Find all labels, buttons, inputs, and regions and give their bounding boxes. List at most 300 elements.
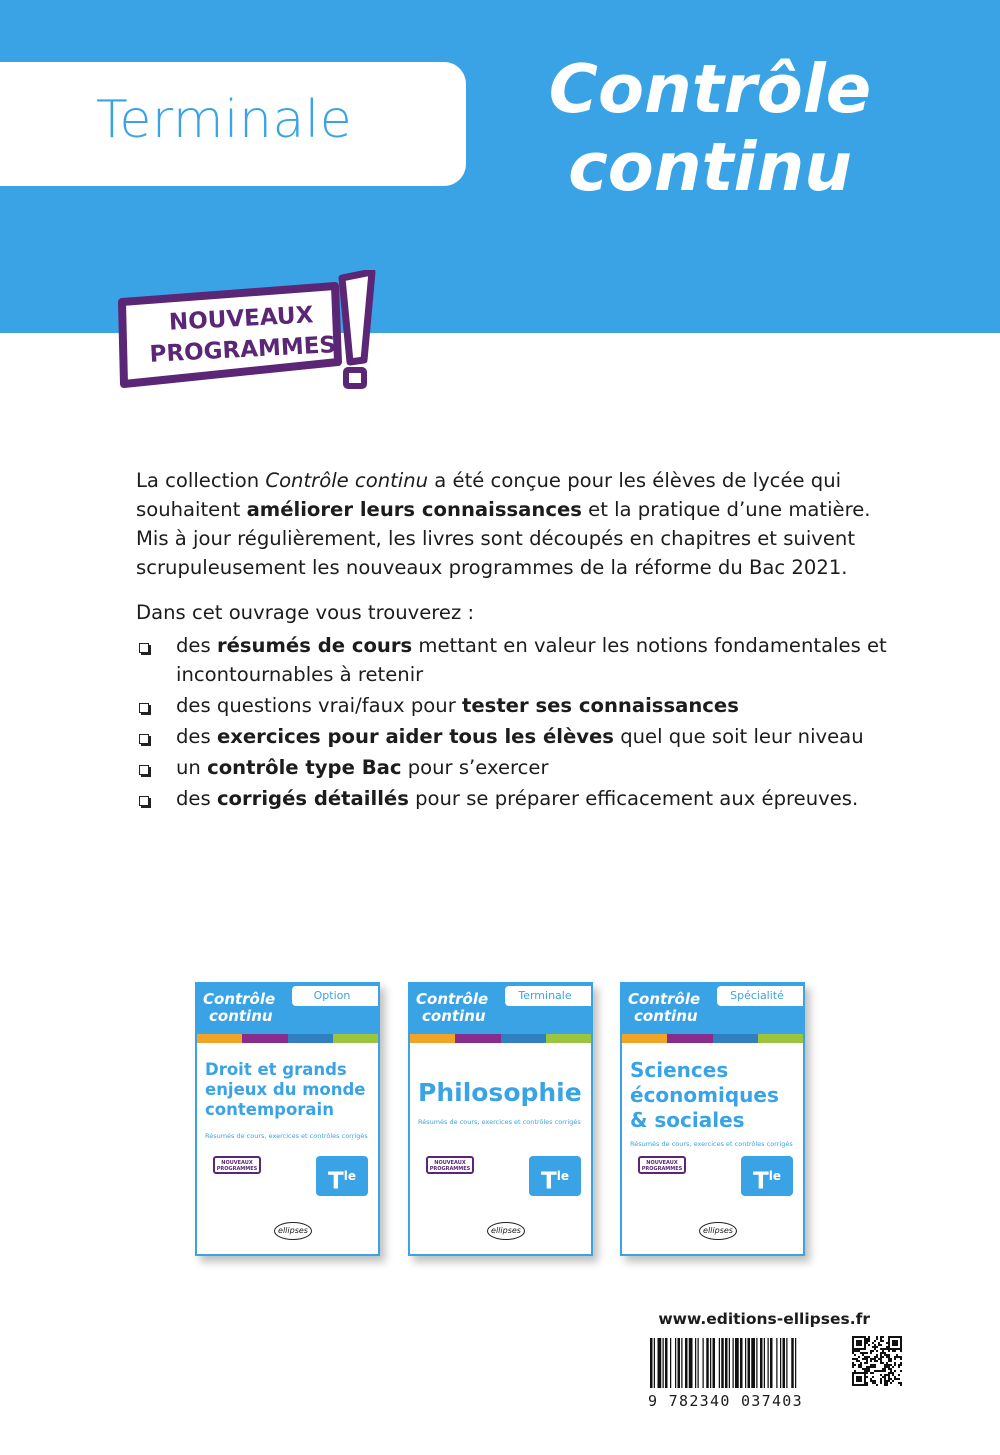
book-level-sup: le <box>343 1169 356 1183</box>
publisher-logo: ellipses <box>699 1222 737 1240</box>
qr-module <box>884 1368 886 1370</box>
qr-module <box>852 1358 854 1360</box>
qr-module <box>864 1378 866 1380</box>
book-collection-line1: Contrôle <box>628 990 701 1008</box>
qr-module <box>866 1352 868 1354</box>
qr-module <box>872 1364 874 1366</box>
qr-module <box>882 1352 884 1354</box>
qr-module <box>874 1356 876 1358</box>
barcode-bar <box>791 1338 794 1388</box>
qr-module <box>870 1378 872 1380</box>
qr-module <box>876 1354 878 1356</box>
book-cover-ses[interactable] <box>620 982 805 1256</box>
qr-module <box>896 1378 898 1380</box>
qr-module <box>864 1336 866 1338</box>
qr-module <box>852 1372 854 1374</box>
qr-module <box>854 1384 856 1386</box>
qr-module <box>880 1370 882 1372</box>
qr-module <box>868 1366 870 1368</box>
book-label: Terminale <box>518 989 572 1002</box>
qr-module <box>888 1346 890 1348</box>
qr-module <box>888 1378 890 1380</box>
qr-module <box>852 1374 854 1376</box>
barcode-bar <box>719 1338 720 1388</box>
qr-module <box>878 1342 880 1344</box>
book-title <box>418 1078 582 1108</box>
qr-module <box>888 1340 890 1342</box>
qr-module <box>872 1342 874 1344</box>
qr-module <box>884 1348 886 1350</box>
qr-module <box>858 1344 860 1346</box>
qr-module <box>872 1376 874 1378</box>
qr-module <box>884 1366 886 1368</box>
qr-module <box>852 1346 854 1348</box>
qr-module <box>892 1336 894 1338</box>
qr-module <box>870 1380 872 1382</box>
qr-module <box>860 1380 862 1382</box>
qr-module <box>886 1354 888 1356</box>
book-subtitle: Résumés de cours, exercices et contrôles corrigés <box>630 1140 793 1148</box>
book-title-line: contemporain <box>205 1100 334 1119</box>
intro-emphasis: améliorer leurs connaissances <box>246 498 582 521</box>
qr-module <box>852 1366 854 1368</box>
qr-module <box>858 1356 860 1358</box>
qr-module <box>900 1350 902 1352</box>
list-item-text: pour se préparer efficacement aux épreuves. <box>408 787 859 810</box>
list-item-bold: exercices pour aider tous les élèves <box>216 725 614 748</box>
qr-module <box>882 1356 884 1358</box>
qr-module <box>852 1380 854 1382</box>
qr-module <box>890 1382 892 1384</box>
qr-module <box>900 1370 902 1372</box>
qr-module <box>890 1378 892 1380</box>
qr-module <box>884 1382 886 1384</box>
qr-module <box>888 1338 890 1340</box>
qr-module <box>896 1354 898 1356</box>
barcode-bar <box>745 1338 746 1388</box>
qr-module <box>882 1340 884 1342</box>
qr-module <box>858 1360 860 1362</box>
qr-module <box>886 1382 888 1384</box>
qr-module <box>852 1364 854 1366</box>
qr-module <box>884 1352 886 1354</box>
qr-module <box>896 1340 898 1342</box>
qr-module <box>852 1376 854 1378</box>
qr-module <box>874 1348 876 1350</box>
barcode-bar <box>740 1338 743 1388</box>
qr-module <box>866 1362 868 1364</box>
qr-module <box>854 1336 856 1338</box>
list-item-text: des questions vrai/faux pour <box>176 694 462 717</box>
barcode-bar <box>675 1338 676 1388</box>
book-level: T <box>328 1168 344 1195</box>
qr-module <box>862 1358 864 1360</box>
intro-collection-name: Contrôle continu <box>265 469 429 492</box>
barcode-bar <box>748 1338 751 1388</box>
qr-module <box>882 1362 884 1364</box>
qr-module <box>866 1382 868 1384</box>
qr-module <box>880 1362 882 1364</box>
qr-module <box>896 1348 898 1350</box>
qr-module <box>856 1350 858 1352</box>
book-level: T <box>753 1168 769 1195</box>
barcode-bar <box>685 1338 688 1388</box>
qr-module <box>890 1358 892 1360</box>
qr-module <box>866 1366 868 1368</box>
qr-module <box>876 1370 878 1372</box>
book-collection-line2: continu <box>634 1007 698 1025</box>
barcode-bar <box>780 1338 781 1388</box>
qr-module <box>880 1354 882 1356</box>
qr-module <box>866 1376 868 1378</box>
barcode-bar <box>706 1338 709 1388</box>
qr-module <box>886 1356 888 1358</box>
qr-module <box>870 1372 872 1374</box>
qr-module <box>860 1362 862 1364</box>
qr-module <box>858 1340 860 1342</box>
qr-module <box>898 1336 900 1338</box>
list-item-bold: tester ses connaissances <box>462 694 739 717</box>
qr-module <box>858 1384 860 1386</box>
qr-module <box>876 1338 878 1340</box>
book-collection-line1: Contrôle <box>203 990 276 1008</box>
qr-module <box>864 1370 866 1372</box>
qr-module <box>884 1364 886 1366</box>
checkbox-bullet-icon <box>139 734 149 744</box>
qr-module <box>854 1358 856 1360</box>
qr-module <box>894 1342 896 1344</box>
qr-module <box>854 1372 856 1374</box>
qr-module <box>860 1340 862 1342</box>
qr-module <box>860 1372 862 1374</box>
qr-module <box>864 1376 866 1378</box>
qr-module <box>862 1336 864 1338</box>
qr-module <box>864 1342 866 1344</box>
book-label: Option <box>313 989 351 1002</box>
book-collection-line2: continu <box>209 1007 273 1025</box>
qr-module <box>876 1356 878 1358</box>
qr-module <box>892 1348 894 1350</box>
qr-module <box>862 1354 864 1356</box>
qr-module <box>860 1342 862 1344</box>
list-item <box>136 631 896 689</box>
barcode-bar <box>760 1338 763 1388</box>
barcode-bar <box>713 1338 716 1388</box>
qr-module <box>894 1348 896 1350</box>
qr-module <box>896 1342 898 1344</box>
barcode-bar <box>681 1338 682 1388</box>
qr-module <box>882 1348 884 1350</box>
book-tabs <box>622 1034 803 1043</box>
qr-module <box>862 1352 864 1354</box>
qr-module <box>884 1380 886 1382</box>
qr-module <box>884 1384 886 1386</box>
qr-module <box>886 1362 888 1364</box>
qr-module <box>860 1344 862 1346</box>
qr-module <box>884 1354 886 1356</box>
qr-module <box>890 1372 892 1374</box>
qr-module <box>866 1384 868 1386</box>
qr-module <box>898 1366 900 1368</box>
qr-module <box>888 1350 890 1352</box>
qr-module <box>860 1348 862 1350</box>
qr-module <box>888 1344 890 1346</box>
book-title-line: Sciences <box>630 1058 729 1082</box>
qr-module <box>880 1360 882 1362</box>
qr-module <box>866 1370 868 1372</box>
barcode-bar <box>665 1338 668 1388</box>
qr-module <box>872 1346 874 1348</box>
publisher-logo: ellipses <box>487 1222 525 1240</box>
qr-module <box>872 1382 874 1384</box>
qr-module <box>888 1356 890 1358</box>
qr-module <box>858 1366 860 1368</box>
qr-module <box>870 1360 872 1362</box>
badge-line2: PROGRAMMES <box>148 332 337 368</box>
intro-text-1: La collection <box>136 469 266 492</box>
qr-module <box>852 1336 854 1338</box>
qr-module <box>878 1358 880 1360</box>
qr-module <box>898 1378 900 1380</box>
qr-module <box>864 1352 866 1354</box>
qr-module <box>892 1344 894 1346</box>
barcode-bar <box>663 1338 664 1388</box>
qr-module <box>888 1372 890 1374</box>
qr-module <box>852 1382 854 1384</box>
qr-module <box>860 1364 862 1366</box>
barcode-bar <box>689 1338 693 1388</box>
qr-module <box>854 1364 856 1366</box>
qr-module <box>866 1338 868 1340</box>
checkbox-bullet-icon <box>139 643 149 653</box>
publisher-logo: ellipses <box>274 1222 312 1240</box>
qr-module <box>856 1372 858 1374</box>
qr-module <box>890 1360 892 1362</box>
qr-module <box>866 1342 868 1344</box>
book-level: T <box>541 1168 557 1195</box>
qr-module <box>870 1364 872 1366</box>
qr-module <box>888 1366 890 1368</box>
qr-module <box>858 1364 860 1366</box>
book-tabs <box>197 1034 378 1043</box>
barcode-bar <box>786 1338 787 1388</box>
qr-module <box>872 1372 874 1374</box>
qr-module <box>898 1364 900 1366</box>
book-level-badge <box>316 1156 368 1196</box>
qr-module <box>900 1358 902 1360</box>
qr-module <box>864 1362 866 1364</box>
qr-module <box>862 1348 864 1350</box>
qr-module <box>874 1358 876 1360</box>
book-label: Spécialité <box>730 989 784 1002</box>
qr-module <box>898 1348 900 1350</box>
qr-module <box>900 1346 902 1348</box>
qr-module <box>888 1358 890 1360</box>
qr-module <box>864 1384 866 1386</box>
qr-module <box>868 1336 870 1338</box>
qr-module <box>900 1340 902 1342</box>
barcode-icon <box>650 1338 840 1388</box>
qr-module <box>868 1356 870 1358</box>
qr-module <box>886 1366 888 1368</box>
qr-module <box>876 1336 878 1338</box>
qr-module <box>870 1350 872 1352</box>
qr-module <box>896 1356 898 1358</box>
book-tabs <box>410 1034 591 1043</box>
qr-module <box>900 1348 902 1350</box>
qr-module <box>878 1344 880 1346</box>
barcode-bar <box>725 1338 728 1388</box>
qr-module <box>856 1376 858 1378</box>
book-title <box>630 1058 779 1133</box>
list-item-bold: corrigés détaillés <box>216 787 409 810</box>
qr-module <box>872 1380 874 1382</box>
qr-module <box>900 1384 902 1386</box>
barcode-bar <box>698 1338 699 1388</box>
qr-module <box>880 1348 882 1350</box>
barcode-bar <box>721 1338 724 1388</box>
qr-module <box>860 1336 862 1338</box>
qr-module <box>852 1352 854 1354</box>
book-subtitle: Résumés de cours, exercices et contrôles corrigés <box>418 1118 581 1126</box>
book-collection-title <box>628 991 700 1025</box>
list-item-text: des <box>176 634 217 657</box>
qr-code-icon <box>852 1336 902 1386</box>
qr-module <box>856 1384 858 1386</box>
list-item-text: un <box>176 756 208 779</box>
qr-module <box>858 1378 860 1380</box>
qr-module <box>852 1348 854 1350</box>
qr-module <box>858 1380 860 1382</box>
list-item-text: des <box>176 787 217 810</box>
list-item <box>136 784 896 813</box>
qr-module <box>888 1336 890 1338</box>
qr-module <box>876 1350 878 1352</box>
qr-module <box>860 1384 862 1386</box>
qr-module <box>886 1380 888 1382</box>
book-level-badge <box>529 1156 581 1196</box>
qr-module <box>864 1346 866 1348</box>
qr-module <box>900 1362 902 1364</box>
book-collection-title <box>203 991 275 1025</box>
book-level-sup: le <box>768 1169 781 1183</box>
qr-module <box>856 1344 858 1346</box>
qr-module <box>880 1352 882 1354</box>
qr-module <box>852 1384 854 1386</box>
barcode-bar <box>795 1338 796 1388</box>
qr-module <box>890 1368 892 1370</box>
qr-module <box>864 1380 866 1382</box>
list-item-text: mettant en valeur les notions fondamentales et incontournables à retenir <box>176 634 887 686</box>
barcode-bar <box>658 1338 662 1388</box>
qr-module <box>856 1380 858 1382</box>
barcode-bar <box>764 1338 765 1388</box>
book-title-line: & sociales <box>630 1108 745 1132</box>
qr-module <box>884 1378 886 1380</box>
list-item <box>136 753 896 782</box>
qr-module <box>894 1350 896 1352</box>
qr-module <box>900 1364 902 1366</box>
qr-module <box>856 1348 858 1350</box>
feature-list <box>136 631 896 815</box>
book-title-line: Philosophie <box>418 1078 582 1107</box>
barcode-bar <box>729 1338 730 1388</box>
qr-module <box>854 1350 856 1352</box>
qr-module <box>882 1368 884 1370</box>
book-title-line: enjeux du monde <box>205 1080 366 1099</box>
qr-module <box>852 1342 854 1344</box>
qr-module <box>864 1340 866 1342</box>
book-cover-droit[interactable] <box>195 982 380 1256</box>
qr-module <box>854 1348 856 1350</box>
qr-module <box>882 1376 884 1378</box>
qr-module <box>866 1356 868 1358</box>
qr-module <box>854 1354 856 1356</box>
qr-module <box>870 1366 872 1368</box>
qr-module <box>872 1350 874 1352</box>
checkbox-bullet-icon <box>139 765 149 775</box>
checkbox-bullet-icon <box>139 796 149 806</box>
qr-module <box>900 1338 902 1340</box>
qr-module <box>852 1350 854 1352</box>
qr-module <box>856 1358 858 1360</box>
qr-module <box>890 1370 892 1372</box>
publisher-website[interactable]: www.editions-ellipses.fr <box>658 1310 870 1328</box>
qr-module <box>858 1336 860 1338</box>
qr-module <box>896 1344 898 1346</box>
qr-module <box>892 1342 894 1344</box>
intro-paragraph <box>136 466 876 582</box>
barcode-bar <box>650 1338 653 1388</box>
qr-module <box>894 1364 896 1366</box>
qr-module <box>898 1356 900 1358</box>
list-item <box>136 722 896 751</box>
collection-title-line2: continu <box>568 128 852 206</box>
qr-module <box>864 1374 866 1376</box>
level-title: Terminale <box>96 90 353 150</box>
qr-module <box>874 1340 876 1342</box>
qr-module <box>894 1376 896 1378</box>
qr-module <box>888 1376 890 1378</box>
qr-module <box>880 1336 882 1338</box>
qr-module <box>860 1376 862 1378</box>
barcode-bar <box>756 1338 757 1388</box>
qr-module <box>876 1360 878 1362</box>
barcode-bar <box>678 1338 681 1388</box>
book-title-line: Droit et grands <box>205 1060 347 1079</box>
qr-module <box>892 1374 894 1376</box>
book-cover-philosophie[interactable] <box>408 982 593 1256</box>
qr-module <box>886 1346 888 1348</box>
qr-module <box>888 1364 890 1366</box>
qr-module <box>894 1362 896 1364</box>
book-level-sup: le <box>556 1169 569 1183</box>
qr-module <box>894 1378 896 1380</box>
qr-module <box>878 1370 880 1372</box>
qr-module <box>866 1358 868 1360</box>
qr-module <box>888 1374 890 1376</box>
qr-module <box>868 1368 870 1370</box>
barcode-bar <box>695 1338 696 1388</box>
qr-module <box>888 1354 890 1356</box>
qr-module <box>884 1374 886 1376</box>
qr-module <box>890 1336 892 1338</box>
qr-module <box>874 1366 876 1368</box>
qr-module <box>888 1348 890 1350</box>
barcode-bar <box>654 1338 655 1388</box>
qr-module <box>880 1358 882 1360</box>
list-item-text: pour s’exercer <box>401 756 549 779</box>
